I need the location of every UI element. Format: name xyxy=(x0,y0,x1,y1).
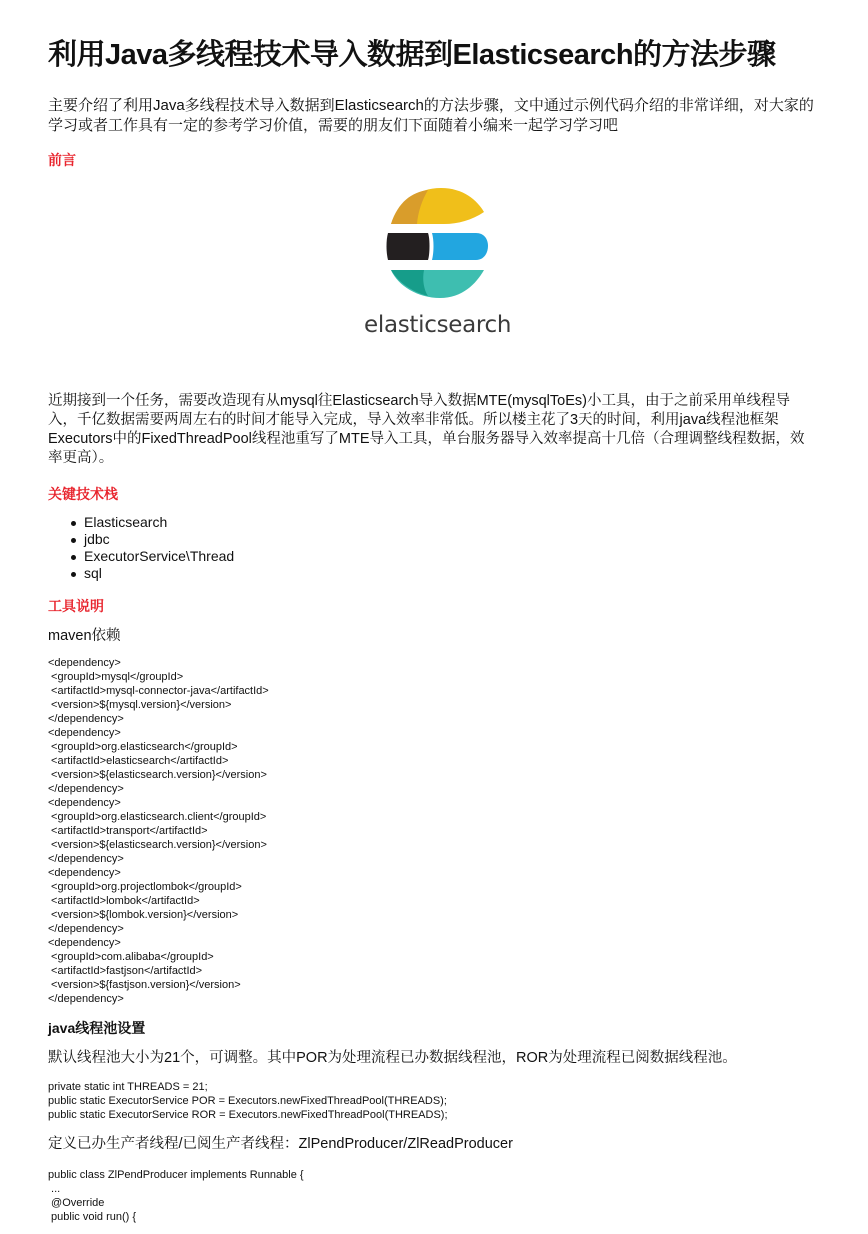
code-line: private static int THREADS = 21; xyxy=(48,1081,208,1093)
section-heading-preface: 前言 xyxy=(48,152,76,168)
code-line: public class ZlPendProducer implements Runnable { xyxy=(48,1169,304,1181)
code-line: <version>${elasticsearch.version}</version> xyxy=(48,769,267,781)
thread-pool-code-block xyxy=(48,1080,818,1122)
code-line: <artifactId>lombok</artifactId> xyxy=(48,895,200,907)
code-line: <version>${mysql.version}</version> xyxy=(48,699,232,711)
code-line: ... xyxy=(48,1183,61,1195)
code-line: <groupId>com.alibaba</groupId> xyxy=(48,951,214,963)
logo-blue-band xyxy=(432,233,488,260)
code-line: <artifactId>transport</artifactId> xyxy=(48,825,208,837)
section-heading-tech-stack: 关键技术栈 xyxy=(48,486,118,502)
code-line: </dependency> xyxy=(48,923,124,935)
maven-code-block xyxy=(48,656,818,1006)
article xyxy=(48,36,818,1234)
summary: 主要介绍了利用Java多线程技术导入数据到Elasticsearch的方法步骤，文中通过示例代码介绍的非常详细，对大家的学习或者工作具有一定的参考学习价值，需要的朋友们下面随着小编来一起学习学习吧 xyxy=(48,97,814,134)
intro-paragraph: 近期接到一个任务，需要改造现有从mysql往Elasticsearch导入数据MTE(mysqlToEs)小工具，由于之前采用单线程导入，千亿数据需要两周左右的时间才能导入完成，导入效率非常低。所以楼主花了3天的时间，利用java线程池框架Executors中的FixedThreadPool线程池重写了MTE导入工具，单台服务器导入效率提高十几倍（合理调整线程数据，效率更高）。 xyxy=(48,393,805,466)
code-line: <version>${lombok.version}</version> xyxy=(48,909,239,921)
producer-code-block xyxy=(48,1168,818,1224)
code-line: <dependency> xyxy=(48,937,121,949)
code-line: public void run() { xyxy=(48,1211,137,1223)
code-line: <version>${fastjson.version}</version> xyxy=(48,979,241,991)
logo-teal-band xyxy=(391,270,428,296)
maven-label: maven依赖 xyxy=(48,628,121,644)
logo-black-band xyxy=(387,233,430,260)
code-line: <groupId>org.projectlombok</groupId> xyxy=(48,881,242,893)
list-item: Elasticsearch xyxy=(84,514,818,531)
code-line: <dependency> xyxy=(48,867,121,879)
list-item: ExecutorService\Thread xyxy=(84,548,818,565)
code-line: </dependency> xyxy=(48,993,124,1005)
code-line: public static ExecutorService ROR = Executors.newFixedThreadPool(THREADS); xyxy=(48,1109,448,1121)
code-line: <artifactId>elasticsearch</artifactId> xyxy=(48,755,229,767)
code-line: <artifactId>mysql-connector-java</artifactId> xyxy=(48,685,269,697)
tech-stack-list xyxy=(48,514,818,582)
elasticsearch-logo xyxy=(48,178,818,368)
producer-description: 定义已办生产者线程/已阅生产者线程：ZlPendProducer/ZlReadProducer xyxy=(48,1136,513,1152)
code-line: <groupId>org.elasticsearch.client</groupId> xyxy=(48,811,267,823)
code-line: </dependency> xyxy=(48,713,124,725)
list-item: sql xyxy=(84,565,818,582)
elasticsearch-logo-icon xyxy=(366,186,516,311)
thread-pool-description: 默认线程池大小为21个，可调整。其中POR为处理流程已办数据线程池，ROR为处理流程已阅数据线程池。 xyxy=(48,1050,737,1066)
logo-wordmark: elasticsearch xyxy=(364,312,512,338)
code-line: @Override xyxy=(48,1197,105,1209)
code-line: <groupId>mysql</groupId> xyxy=(48,671,184,683)
section-heading-thread-pool: java线程池设置 xyxy=(48,1020,146,1036)
code-line: <dependency> xyxy=(48,727,121,739)
page-title: 利用Java多线程技术导入数据到Elasticsearch的方法步骤 xyxy=(48,39,776,71)
code-line: </dependency> xyxy=(48,783,124,795)
code-line: <groupId>org.elasticsearch</groupId> xyxy=(48,741,238,753)
code-line: <dependency> xyxy=(48,797,121,809)
code-line: </dependency> xyxy=(48,853,124,865)
code-line: <dependency> xyxy=(48,657,121,669)
list-item: jdbc xyxy=(84,531,818,548)
section-heading-tool-desc: 工具说明 xyxy=(48,598,104,614)
code-line: <version>${elasticsearch.version}</version> xyxy=(48,839,267,851)
code-line: <artifactId>fastjson</artifactId> xyxy=(48,965,203,977)
code-line: public static ExecutorService POR = Executors.newFixedThreadPool(THREADS); xyxy=(48,1095,447,1107)
